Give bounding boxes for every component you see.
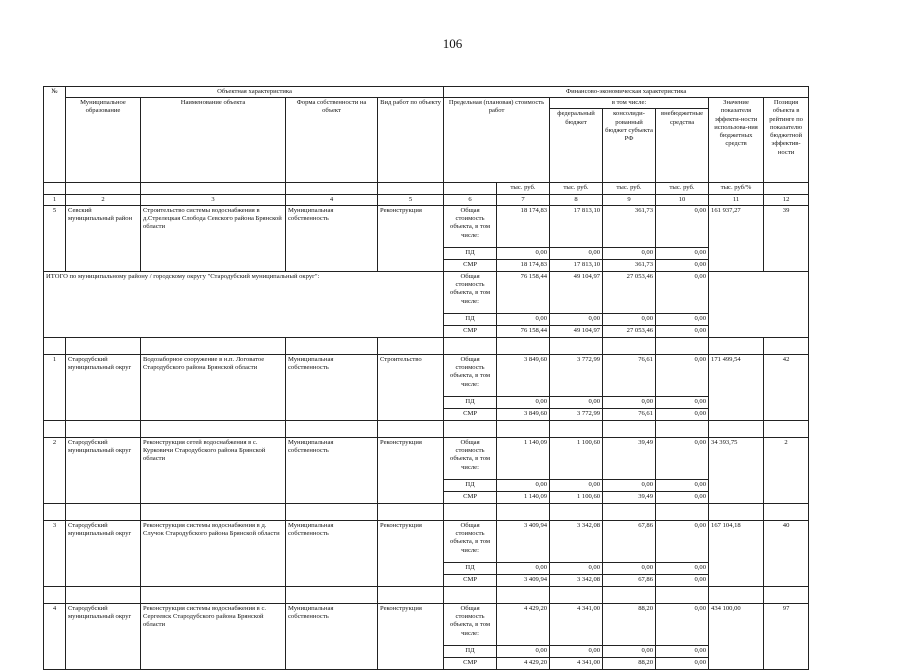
object-ownership: Муниципальная собственность [286,205,378,271]
object-ownership: Муниципальная собственность [286,437,378,503]
spacer-cell [603,503,656,520]
extra-smr-value: 0,00 [656,574,709,586]
regional-smr-value: 76,61 [603,408,656,420]
extra-smr-value: 0,00 [656,657,709,669]
extra-pd-value: 0,00 [656,247,709,259]
spacer-cell [709,420,764,437]
object-row [44,437,809,479]
object-municipality: Стародубский муниципальный округ [66,520,141,586]
column-number: 3 [141,194,286,205]
spacer-cell [44,503,66,520]
regional-pd-value: 0,00 [603,247,656,259]
header-work-type: Вид работ по объекту [378,98,444,183]
regional-total-value: 39,49 [603,437,656,479]
unit-label: тыс. руб. [497,183,550,194]
smr-label: СМР [444,408,497,420]
extra-total-value: 0,00 [656,603,709,645]
pd-total-value: 0,00 [497,645,550,657]
object-municipality: Стародубский муниципальный округ [66,354,141,420]
extra-total-value: 0,00 [656,354,709,396]
object-ownership: Муниципальная собственность [286,520,378,586]
spacer-cell [444,586,497,603]
header-object-name: Наименование объекта [141,98,286,183]
object-name: Реконструкция сетей водоснабжения в с. Курковичи Стародубского района Брянской области [141,437,286,503]
spacer-cell [709,337,764,354]
federal-smr-value: 3 772,99 [550,408,603,420]
smr-total-value: 3 849,60 [497,408,550,420]
spacer-cell [44,586,66,603]
extra-total-value: 0,00 [656,437,709,479]
federal-pd-value: 0,00 [550,645,603,657]
pd-label: ПД [444,479,497,491]
spacer-cell [378,503,444,520]
spacer-cell [141,420,286,437]
column-number: 4 [286,194,378,205]
column-number: 11 [709,194,764,205]
spacer-cell [709,586,764,603]
total-cost-label: Общая стоимость объекта, в том числе: [444,354,497,396]
unit-label: тыс. руб. [656,183,709,194]
regional-total-value: 27 053,46 [603,271,656,313]
regional-pd-value: 0,00 [603,562,656,574]
object-efficiency: 167 104,18 [709,520,764,586]
total-cost-label: Общая стоимость объекта, в том числе: [444,520,497,562]
regional-total-value: 76,61 [603,354,656,396]
spacer-cell [603,337,656,354]
spacer-cell [444,337,497,354]
spacer-cell [378,586,444,603]
spacer-cell [497,420,550,437]
total-cost-label: Общая стоимость объекта, в том числе: [444,205,497,247]
object-name: Водозаборное сооружение в н.п. Логоватое Стародубского района Брянской области [141,354,286,420]
column-number: 10 [656,194,709,205]
extra-pd-value: 0,00 [656,479,709,491]
spacer-cell [656,586,709,603]
spacer-row [44,586,809,603]
spacer-cell [66,586,141,603]
spacer-row [44,503,809,520]
header-efficiency: Значение показателя эффекти-ности использова-ния бюджетных средств [709,98,764,183]
total-total-value: 4 429,20 [497,603,550,645]
object-number: 5 [44,205,66,271]
extra-pd-value: 0,00 [656,645,709,657]
federal-smr-value: 49 104,97 [550,325,603,337]
spacer-cell [66,337,141,354]
spacer-cell [286,586,378,603]
object-efficiency: 171 499,54 [709,354,764,420]
pd-total-value: 0,00 [497,479,550,491]
spacer-cell [550,420,603,437]
object-name: Реконструкция системы водоснабжения в д. Случок Стародубского района Брянской области [141,520,286,586]
spacer-cell [286,420,378,437]
spacer-cell [497,337,550,354]
object-row [44,354,809,396]
object-efficiency: 434 100,00 [709,603,764,669]
total-cost-label: Общая стоимость объекта, в том числе: [444,271,497,313]
spacer-cell [550,586,603,603]
regional-pd-value: 0,00 [603,479,656,491]
header-rating: Позиция объекта в рейтинге по показателю бюджетной эффектив-ности [764,98,809,183]
smr-label: СМР [444,325,497,337]
spacer-row [44,337,809,354]
header-num: № [44,87,66,183]
regional-total-value: 361,73 [603,205,656,247]
spacer-cell [141,586,286,603]
subtotal-empty [709,271,809,337]
spacer-cell [764,586,809,603]
object-rating: 42 [764,354,809,420]
spacer-cell [141,337,286,354]
object-work-type: Реконструкция [378,603,444,669]
pd-total-value: 0,00 [497,396,550,408]
extra-smr-value: 0,00 [656,408,709,420]
spacer-cell [603,420,656,437]
federal-total-value: 49 104,97 [550,271,603,313]
spacer-cell [286,503,378,520]
object-number: 2 [44,437,66,503]
spacer-cell [764,503,809,520]
extra-total-value: 0,00 [656,271,709,313]
header-row-groups [44,87,809,98]
federal-total-value: 3 772,99 [550,354,603,396]
header-regional: консолиди-рованный бюджет субъекта РФ [603,109,656,183]
object-name: Реконструкция системы водоснабжения в с. Сергеевск Стародубского района Брянской области [141,603,286,669]
object-row-sevsk [44,205,809,247]
extra-total-value: 0,00 [656,205,709,247]
spacer-cell [603,586,656,603]
object-rating: 39 [764,205,809,271]
header-ownership: Форма собственности на объект [286,98,378,183]
spacer-cell [44,337,66,354]
smr-total-value: 18 174,83 [497,259,550,271]
smr-total-value: 1 140,09 [497,491,550,503]
pd-total-value: 0,00 [497,562,550,574]
page-number: 106 [442,36,463,51]
total-cost-label: Общая стоимость объекта, в том числе: [444,603,497,645]
total-total-value: 3 409,94 [497,520,550,562]
object-efficiency: 161 937,27 [709,205,764,271]
spacer-cell [550,337,603,354]
extra-pd-value: 0,00 [656,562,709,574]
regional-pd-value: 0,00 [603,645,656,657]
column-number: 6 [444,194,497,205]
regional-total-value: 67,86 [603,520,656,562]
object-municipality: Стародубский муниципальный округ [66,437,141,503]
object-work-type: Строительство [378,354,444,420]
object-work-type: Реконструкция [378,437,444,503]
extra-pd-value: 0,00 [656,313,709,325]
spacer-cell [378,337,444,354]
smr-total-value: 76 158,44 [497,325,550,337]
object-ownership: Муниципальная собственность [286,603,378,669]
object-name: Строительство системы водоснабжения в д.Стрелецкая Слобода Севского района Брянской области [141,205,286,271]
extra-smr-value: 0,00 [656,259,709,271]
pd-label: ПД [444,562,497,574]
spacer-cell [497,503,550,520]
spacer-cell [764,420,809,437]
header-municipality: Муниципальное образование [66,98,141,183]
smr-label: СМР [444,259,497,271]
federal-smr-value: 17 813,10 [550,259,603,271]
pd-label: ПД [444,247,497,259]
header-extra: внебюджетные средства [656,109,709,183]
spacer-cell [286,337,378,354]
federal-smr-value: 1 100,60 [550,491,603,503]
spacer-cell [550,503,603,520]
regional-pd-value: 0,00 [603,396,656,408]
spacer-cell [44,420,66,437]
header-planned-cost: Предельная (плановая) стоимость работ [444,98,550,183]
federal-total-value: 1 100,60 [550,437,603,479]
header-row-columns [44,98,809,109]
header-finance-group: Финансово-экономическая характеристика [444,87,809,98]
column-number: 8 [550,194,603,205]
object-municipality: Севский муниципальный район [66,205,141,271]
extra-total-value: 0,00 [656,520,709,562]
header-federal: федеральный бюджет [550,109,603,183]
extra-smr-value: 0,00 [656,491,709,503]
pd-label: ПД [444,396,497,408]
federal-pd-value: 0,00 [550,313,603,325]
spacer-cell [656,337,709,354]
extra-smr-value: 0,00 [656,325,709,337]
spacer-cell [444,420,497,437]
header-including: в том числе: [550,98,709,109]
pd-total-value: 0,00 [497,247,550,259]
object-work-type: Реконструкция [378,520,444,586]
total-total-value: 76 158,44 [497,271,550,313]
spacer-cell [709,503,764,520]
column-numbers-row [44,194,809,205]
object-number: 3 [44,520,66,586]
column-number: 12 [764,194,809,205]
unit-label: тыс. руб. [550,183,603,194]
header-object-group: Объектная характеристика [66,87,444,98]
column-number: 1 [44,194,66,205]
total-total-value: 1 140,09 [497,437,550,479]
federal-pd-value: 0,00 [550,247,603,259]
object-number: 4 [44,603,66,669]
column-number: 7 [497,194,550,205]
unit-label: тыс. руб. [603,183,656,194]
column-number: 5 [378,194,444,205]
financing-table [43,86,809,670]
spacer-row [44,420,809,437]
header-units-row [44,183,809,194]
regional-smr-value: 27 053,46 [603,325,656,337]
spacer-cell [444,503,497,520]
object-row [44,603,809,645]
pd-label: ПД [444,645,497,657]
object-work-type: Реконструкция [378,205,444,271]
spacer-cell [66,420,141,437]
smr-label: СМР [444,491,497,503]
federal-total-value: 17 813,10 [550,205,603,247]
regional-smr-value: 88,20 [603,657,656,669]
total-cost-label: Общая стоимость объекта, в том числе: [444,437,497,479]
regional-smr-value: 361,73 [603,259,656,271]
federal-pd-value: 0,00 [550,396,603,408]
subtotal-label: ИТОГО по муниципальному району / городскому округу "Стародубский муниципальный округ": [44,271,444,337]
smr-total-value: 4 429,20 [497,657,550,669]
regional-pd-value: 0,00 [603,313,656,325]
pd-total-value: 0,00 [497,313,550,325]
total-total-value: 18 174,83 [497,205,550,247]
federal-total-value: 4 341,00 [550,603,603,645]
object-rating: 40 [764,520,809,586]
object-rating: 97 [764,603,809,669]
spacer-cell [764,337,809,354]
federal-pd-value: 0,00 [550,479,603,491]
object-efficiency: 34 393,75 [709,437,764,503]
column-number: 2 [66,194,141,205]
smr-label: СМР [444,657,497,669]
federal-smr-value: 3 342,08 [550,574,603,586]
regional-total-value: 88,20 [603,603,656,645]
smr-label: СМР [444,574,497,586]
spacer-cell [66,503,141,520]
spacer-cell [497,586,550,603]
federal-smr-value: 4 341,00 [550,657,603,669]
object-number: 1 [44,354,66,420]
regional-smr-value: 67,86 [603,574,656,586]
spacer-cell [378,420,444,437]
extra-pd-value: 0,00 [656,396,709,408]
object-row [44,520,809,562]
federal-pd-value: 0,00 [550,562,603,574]
regional-smr-value: 39,49 [603,491,656,503]
spacer-cell [656,420,709,437]
unit-label: тыс. руб/% [709,183,764,194]
pd-label: ПД [444,313,497,325]
spacer-cell [141,503,286,520]
object-ownership: Муниципальная собственность [286,354,378,420]
subtotal-row [44,271,809,313]
column-number: 9 [603,194,656,205]
federal-total-value: 3 342,08 [550,520,603,562]
spacer-cell [656,503,709,520]
object-rating: 2 [764,437,809,503]
smr-total-value: 3 409,94 [497,574,550,586]
total-total-value: 3 849,60 [497,354,550,396]
object-municipality: Стародубский муниципальный округ [66,603,141,669]
